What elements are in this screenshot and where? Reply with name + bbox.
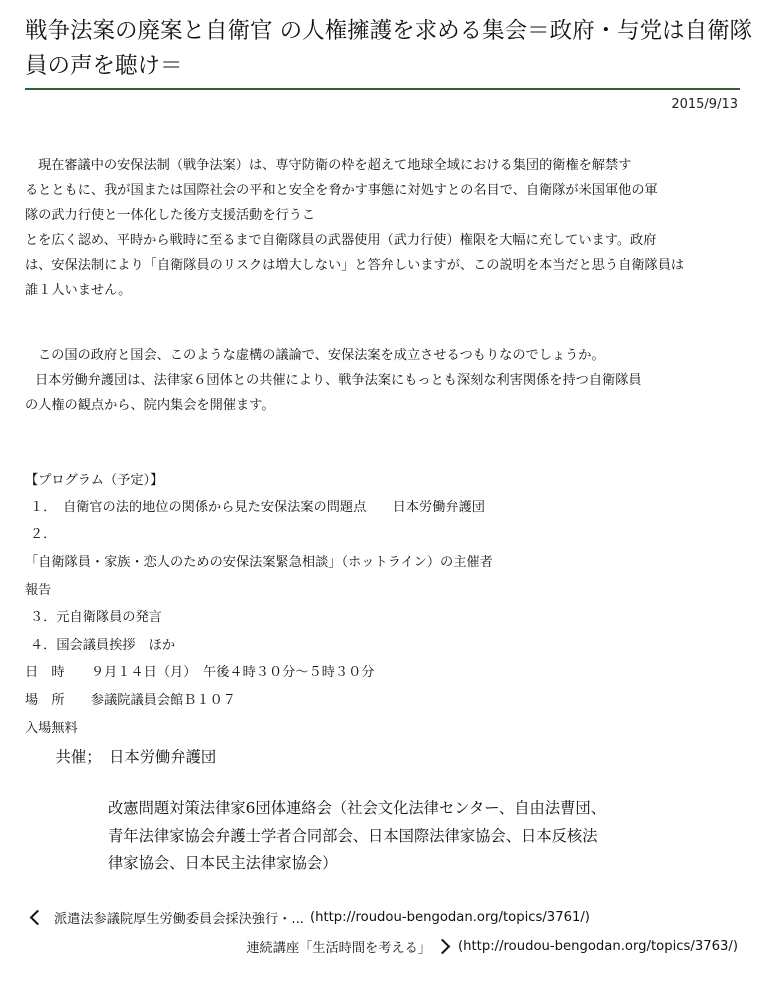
paragraph-line: この国の政府と国会、このような虚構の議論で、安保法案を成立させるつもりなのでしょうか。: [38, 348, 605, 363]
paragraph-line: の人権の観点から、院内集会を開催ます。: [25, 398, 275, 413]
event-venue: 場 所 参議院議員会館Ｂ１０７: [25, 693, 236, 708]
paragraph-line: 隊の武力行使と一体化した後方支援活動を行うこ: [25, 208, 316, 223]
organization-line: 青年法律家協会弁護士学者合同部会、日本国際法律家協会、日本反核法: [108, 826, 598, 845]
program-item: １． 自衛官の法的地位の関係から見た安保法案の問題点 日本労働弁護団: [30, 500, 485, 515]
title-divider: [25, 88, 740, 90]
event-cosponsor: 共催； 日本労働弁護団: [25, 748, 217, 766]
chevron-left-icon: [30, 910, 46, 926]
paragraph-line: は、安保法制により「自衛隊員のリスクは増大しない」と答弁しいますが、この説明を本当だと思う自衛隊員は: [25, 258, 685, 273]
next-article-url: (http://roudou-bengodan.org/topics/3763/): [457, 939, 738, 954]
program-item: 報告: [25, 583, 52, 598]
event-admission: 入場無料: [25, 721, 78, 736]
next-article-link[interactable]: [246, 937, 738, 956]
program-item: ４．国会議員挨拶 ほか: [30, 638, 176, 653]
prev-article-url: (http://roudou-bengodan.org/topics/3761/): [309, 910, 590, 925]
paragraph-line: 誰１人いません。: [25, 283, 132, 298]
organization-line: 律家協会、日本民主法律家協会）: [108, 854, 338, 872]
next-article-label: 連続講座「生活時間を考える」: [246, 941, 431, 956]
paragraph-line: 現在審議中の安保法制（戦争法案）は、専守防衛の枠を超えて地球全域における集団的衛権を解禁す: [38, 158, 632, 173]
program-item: ２．: [30, 527, 57, 542]
article-date: 2015/9/13: [671, 97, 738, 112]
program-item: ３．元自衛隊員の発言: [30, 610, 162, 625]
paragraph-line: とを広く認め、平時から戦時に至るまで自衛隊員の武器使用（武力行使）権限を大幅に充しています。政府: [25, 233, 657, 248]
article-title: 戦争法案の廃案と自衛官 の人権擁護を求める集会＝政府・与党は自衛隊員の声を聴け＝: [25, 18, 753, 79]
paragraph-line: 日本労働弁護団は、法律家６団体との共催により、戦争法案にもっとも深刻な利害関係を持つ自衛隊員: [35, 373, 642, 388]
paragraph-question: [25, 343, 745, 418]
paragraph-line: るとともに、我が国または国際社会の平和と安全を脅かす事態に対処すとの名目で、自衛隊が米国軍他の軍: [25, 183, 658, 198]
program-item: 「自衛隊員・家族・恋人のための安保法案緊急相談」（ホットライン）の主催者: [25, 555, 493, 570]
program-heading: 【プログラム（予定）】: [25, 473, 164, 488]
organization-line: 改憲問題対策法律家6団体連絡会（社会文化法律センター、自由法曹団、: [108, 799, 607, 817]
prev-article-link[interactable]: [30, 908, 590, 927]
paragraph-intro: [25, 153, 745, 303]
event-datetime: 日 時 ９月１４日（月） 午後４時３０分～５時３０分: [25, 665, 375, 680]
prev-article-label: 派遣法参議院厚生労働委員会採決強行・...: [54, 912, 304, 927]
organizations-block: [108, 795, 748, 878]
chevron-right-icon: [435, 939, 451, 955]
